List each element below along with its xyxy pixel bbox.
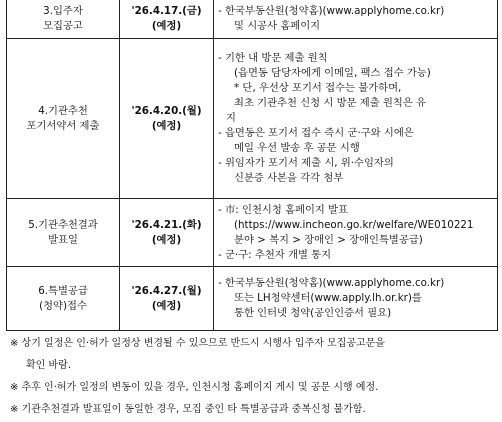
step-label: 3.입주자 xyxy=(43,5,83,17)
step-label: 포기서약서 제출 xyxy=(26,119,100,132)
desc-line: - 市: 인천시청 홈페이지 발표 xyxy=(218,203,349,216)
desc-line: 최초 기관추천 신청 시 방문 제출 원칙은 유 xyxy=(234,97,427,109)
step-label: 4.기관추천 xyxy=(38,104,88,117)
desc-line: (읍면동 담당자에게 이메일, 팩스 접수 가능) xyxy=(234,67,431,79)
note-line: ※ 상기 일정은 인·허가 일정상 변경될 수 있으므로 반드시 시행사 입주자 모집공고문을 xyxy=(10,338,385,349)
date-text: '26.4.21.(화) xyxy=(131,218,202,231)
description-cell xyxy=(214,39,498,199)
table-row xyxy=(7,39,498,199)
step-label: 6.특별공급 xyxy=(38,284,88,297)
date-note: (예정) xyxy=(151,299,182,312)
step-label: 모집공고 xyxy=(43,20,83,32)
step-cell xyxy=(7,199,120,267)
desc-line: 메일 우선 발송 후 공문 시행 xyxy=(234,142,360,154)
date-note: (예정) xyxy=(151,20,182,32)
description-cell xyxy=(214,0,498,39)
desc-line: 분야 > 복지 > 장애인 > 장애인특별공급) xyxy=(234,233,423,246)
date-note: (예정) xyxy=(151,119,182,132)
note-line: ※ 추후 인·허가 일정의 변동이 있을 경우, 인천시청 홈페이지 게시 및 공문 시행 예정. xyxy=(10,382,379,393)
desc-line: - 읍면동은 포기서 접수 즉시 군·구와 시에은 xyxy=(218,127,414,139)
step-cell xyxy=(7,39,120,199)
date-text: '26.4.27.(월) xyxy=(131,284,202,297)
desc-line: - 기한 내 방문 제출 원칙 xyxy=(218,52,328,64)
step-cell xyxy=(7,267,120,331)
description-cell xyxy=(214,267,498,331)
date-note: (예정) xyxy=(151,233,182,246)
date-cell xyxy=(120,39,214,199)
desc-line: - 한국부동산원(청약홈)(www.applyhome.co.kr) xyxy=(218,5,445,17)
table-row xyxy=(7,0,498,39)
step-cell xyxy=(7,0,120,39)
date-cell xyxy=(120,0,214,39)
date-cell xyxy=(120,267,214,331)
desc-link[interactable]: (https://www.incheon.go.kr/welfare/WE010221 xyxy=(234,218,474,231)
step-label: 5.기관추천결과 xyxy=(28,218,98,231)
step-label: (청약)접수 xyxy=(39,299,87,312)
table-row xyxy=(7,267,498,331)
date-text: '26.4.17.(금) xyxy=(131,5,202,17)
desc-line: 신분증 사본을 각각 첨부 xyxy=(234,172,344,184)
note-line: 확인 바람. xyxy=(26,360,71,371)
desc-line: - 한국부동산원(청약홈)(www.applyhome.co.kr) xyxy=(218,277,445,289)
desc-line: 지 xyxy=(226,112,236,124)
desc-line: * 단, 우선상 포기서 접수는 불가하며, xyxy=(234,82,402,94)
schedule-table xyxy=(6,0,498,331)
desc-line: 및 시공사 홈페이지 xyxy=(234,20,321,32)
table-row xyxy=(7,199,498,267)
desc-line: 또는 LH청약센터(www.apply.lh.or.kr)를 xyxy=(234,292,422,304)
desc-line: - 군·구: 추천자 개별 통지 xyxy=(218,248,332,261)
notes-section xyxy=(10,333,496,421)
note-line: ※ 기관추천결과 발표일이 동일한 경우, 모집 중인 타 특별공급과 중복신청 불가함. xyxy=(10,404,366,415)
desc-line: 통한 인터넷 청약(공인인증서 필요) xyxy=(234,307,392,319)
description-cell xyxy=(214,199,498,267)
desc-line: - 위임자가 포기서 제출 시, 위·수임자의 xyxy=(218,157,394,169)
step-label: 발표일 xyxy=(48,233,78,246)
date-cell xyxy=(120,199,214,267)
date-text: '26.4.20.(월) xyxy=(131,104,202,117)
